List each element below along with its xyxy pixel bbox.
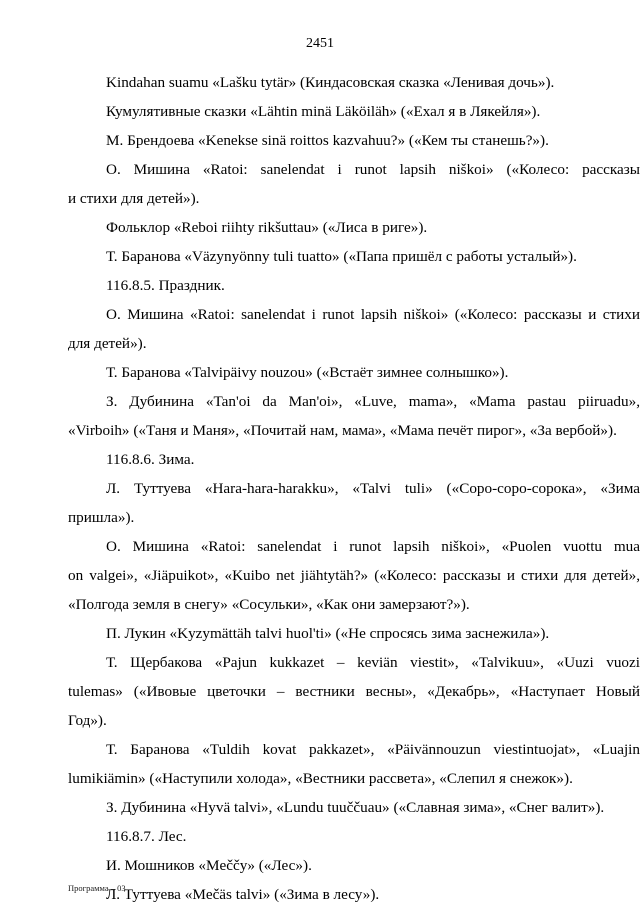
paragraph-line: on valgei», «Jiäpuikot», «Kuibo net jiähtytäh?» («Колесо: рассказы и стихи для детей», <box>68 567 640 584</box>
paragraph-line: З. Дубинина «Tan'oi da Man'oi», «Luve, mama», «Mama pastau piiruadu», <box>106 393 640 410</box>
paragraph: И. Мошников «Meččy» («Лес»). <box>106 857 312 874</box>
paragraph-line: «Virboih» («Таня и Маня», «Почитай нам, мама», «Мама печёт пирог», «За вербой»). <box>68 422 617 439</box>
section-heading: 116.8.6. Зима. <box>106 451 195 468</box>
footer-label: Программа – 03 <box>68 883 126 893</box>
paragraph-line: для детей»). <box>68 335 147 352</box>
paragraph-line: пришла»). <box>68 509 135 526</box>
paragraph: Т. Баранова «Väzynyönny tuli tuatto» («Папа пришёл с работы усталый»). <box>106 248 577 265</box>
paragraph: Kindahan suamu «Lašku tytär» (Киндасовская сказка «Ленивая дочь»). <box>106 74 555 91</box>
paragraph <box>68 155 640 213</box>
paragraph-line: и стихи для детей»). <box>68 190 200 207</box>
paragraph: З. Дубинина «Hyvä talvi», «Lundu tuuččuau» («Славная зима», «Снег валит»). <box>106 799 605 816</box>
paragraph <box>68 300 640 358</box>
paragraph-line: «Полгода земля в снегу» «Сосульки», «Как они замерзают?»). <box>68 596 470 613</box>
paragraph <box>68 387 640 445</box>
paragraph: Кумулятивные сказки «Lähtin minä Läköiläh» («Ехал я в Лякейля»). <box>106 103 541 120</box>
paragraph-line: О. Мишина «Ratoi: sanelendat i runot lapsih niškoi» («Колесо: рассказы <box>106 161 640 178</box>
paragraph <box>68 735 640 793</box>
paragraph: Т. Баранова «Talvipäivy nouzou» («Встаёт зимнее солнышко»). <box>106 364 509 381</box>
section-heading: 116.8.5. Праздник. <box>106 277 225 294</box>
section-heading: 116.8.7. Лес. <box>106 828 187 845</box>
paragraph: Фольклор «Reboi riihty rikšuttau» («Лиса в риге»). <box>106 219 428 236</box>
paragraph <box>68 532 640 619</box>
paragraph: Л. Туттуева «Mečäs talvi» («Зима в лесу»). <box>106 886 380 903</box>
paragraph-line: Т. Баранова «Tuldih kovat pakkazet», «Päivännouzun viestintuojat», «Luajin <box>106 741 640 758</box>
paragraph <box>68 474 640 532</box>
paragraph-line: Т. Щербакова «Pajun kukkazet – keviän viestit», «Talvikuu», «Uuzi vuozi <box>106 654 640 671</box>
paragraph-line: О. Мишина «Ratoi: sanelendat i runot lapsih niškoi», «Puolen vuottu mua <box>106 538 640 555</box>
paragraph: П. Лукин «Kyzymättäh talvi huol'ti» («Не спросясь зима заснежила»). <box>106 625 550 642</box>
paragraph-line: Л. Туттуева «Hara-hara-harakku», «Talvi tuli» («Соро-соро-сорока», «Зима <box>106 480 640 497</box>
page-number: 2451 <box>306 36 334 51</box>
paragraph <box>68 648 640 735</box>
paragraph-line: lumikiämin» («Наступили холода», «Вестники рассвета», «Слепил я снежок»). <box>68 770 573 787</box>
paragraph: М. Брендоева «Kenekse sinä roittos kazvahuu?» («Кем ты станешь?»). <box>106 132 549 149</box>
paragraph-line: tulemas» («Ивовые цветочки – вестники весны», «Декабрь», «Наступает Новый <box>68 683 640 700</box>
paragraph-line: О. Мишина «Ratoi: sanelendat i runot lapsih niškoi» («Колесо: рассказы и стихи <box>106 306 640 323</box>
paragraph-line: Год»). <box>68 712 107 729</box>
document-body <box>68 68 640 909</box>
